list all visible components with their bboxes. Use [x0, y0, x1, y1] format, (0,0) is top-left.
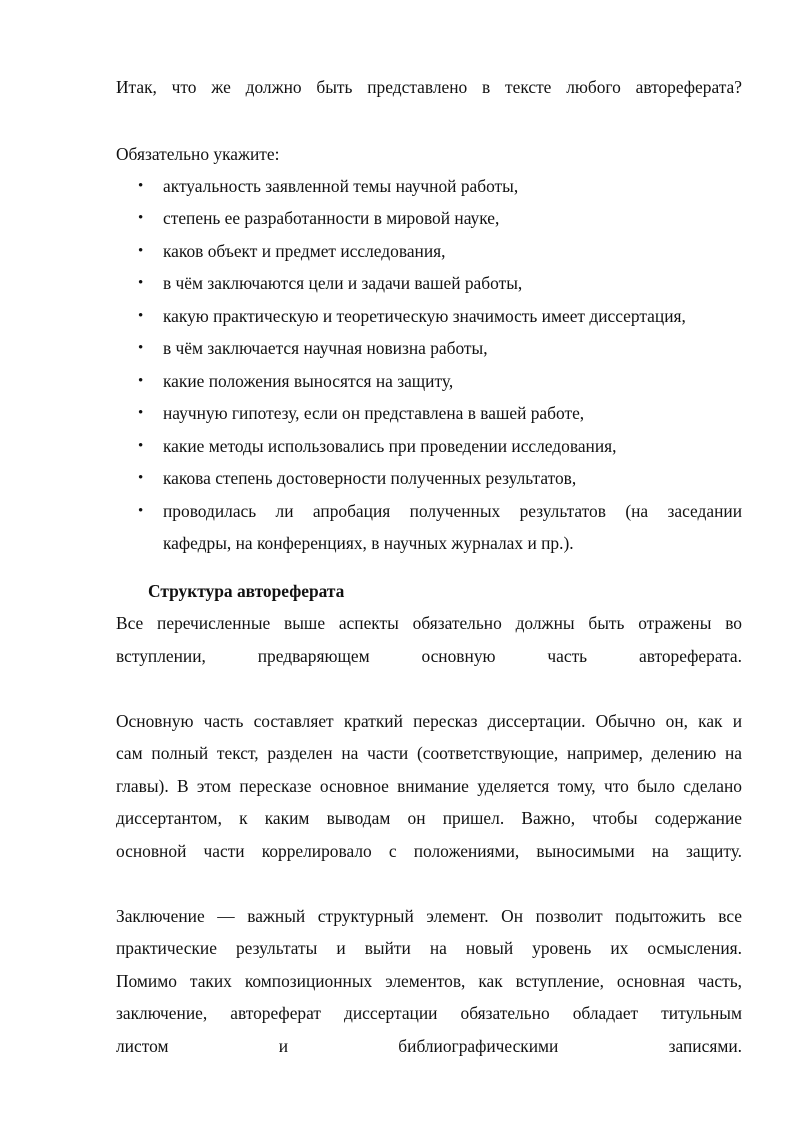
list-item-text: каков объект и предмет исследования,: [163, 241, 446, 261]
paragraph-line: Заключение — важный структурный элемент. Он позволит подытожить все: [116, 906, 742, 926]
paragraph-line: вступлении, предваряющем основную часть автореферата.: [116, 646, 742, 666]
paragraph-line: диссертантом, к каким выводам он пришел. Важно, чтобы содержание: [116, 808, 742, 828]
bullet-icon: •: [138, 308, 144, 324]
bullet-icon: •: [138, 438, 144, 454]
bullet-icon: •: [138, 503, 144, 519]
list-item-text: проводилась ли апробация полученных результатов (на заседании: [163, 501, 742, 521]
paragraph-line: сам полный текст, разделен на части (соответствующие, например, делению на: [116, 743, 742, 763]
intro-question: Итак, что же должно быть представлено в тексте любого автореферата?: [116, 77, 742, 97]
section-heading: Структура автореферата: [148, 581, 345, 601]
bullet-icon: •: [138, 275, 144, 291]
list-item-text: какие положения выносятся на защиту,: [163, 371, 454, 391]
list-item-text: в чём заключаются цели и задачи вашей работы,: [163, 273, 523, 293]
intro-lead: Обязательно укажите:: [116, 144, 280, 164]
bullet-icon: •: [138, 373, 144, 389]
paragraph-line: основной части коррелировало с положениями, выносимыми на защиту.: [116, 841, 742, 861]
list-item-text: научную гипотезу, если он представлена в вашей работе,: [163, 403, 585, 423]
paragraph-line: листом и библиографическими записями.: [116, 1036, 742, 1056]
list-item-text: кафедры, на конференциях, в научных журналах и пр.).: [163, 533, 574, 553]
list-item-text: какие методы использовались при проведении исследования,: [163, 436, 617, 456]
bullet-icon: •: [138, 243, 144, 259]
list-item-text: актуальность заявленной темы научной работы,: [163, 176, 519, 196]
bullet-icon: •: [138, 340, 144, 356]
list-item-text: какую практическую и теоретическую значимость имеет диссертация,: [163, 306, 686, 326]
list-item-text: в чём заключается научная новизна работы,: [163, 338, 488, 358]
paragraph-line: Помимо таких композиционных элементов, как вступление, основная часть,: [116, 971, 742, 991]
list-item-text: степень ее разработанности в мировой науке,: [163, 208, 500, 228]
bullet-icon: •: [138, 210, 144, 226]
paragraph-line: заключение, автореферат диссертации обязательно обладает титульным: [116, 1003, 742, 1023]
list-item-text: какова степень достоверности полученных результатов,: [163, 468, 577, 488]
bullet-icon: •: [138, 178, 144, 194]
paragraph-line: Все перечисленные выше аспекты обязательно должны быть отражены во: [116, 613, 742, 633]
bullet-icon: •: [138, 405, 144, 421]
paragraph-line: Основную часть составляет краткий пересказ диссертации. Обычно он, как и: [116, 711, 742, 731]
paragraph-line: главы). В этом пересказе основное внимание уделяется тому, что было сделано: [116, 776, 742, 796]
paragraph-line: практические результаты и выйти на новый уровень их осмысления.: [116, 938, 742, 958]
bullet-icon: •: [138, 470, 144, 486]
